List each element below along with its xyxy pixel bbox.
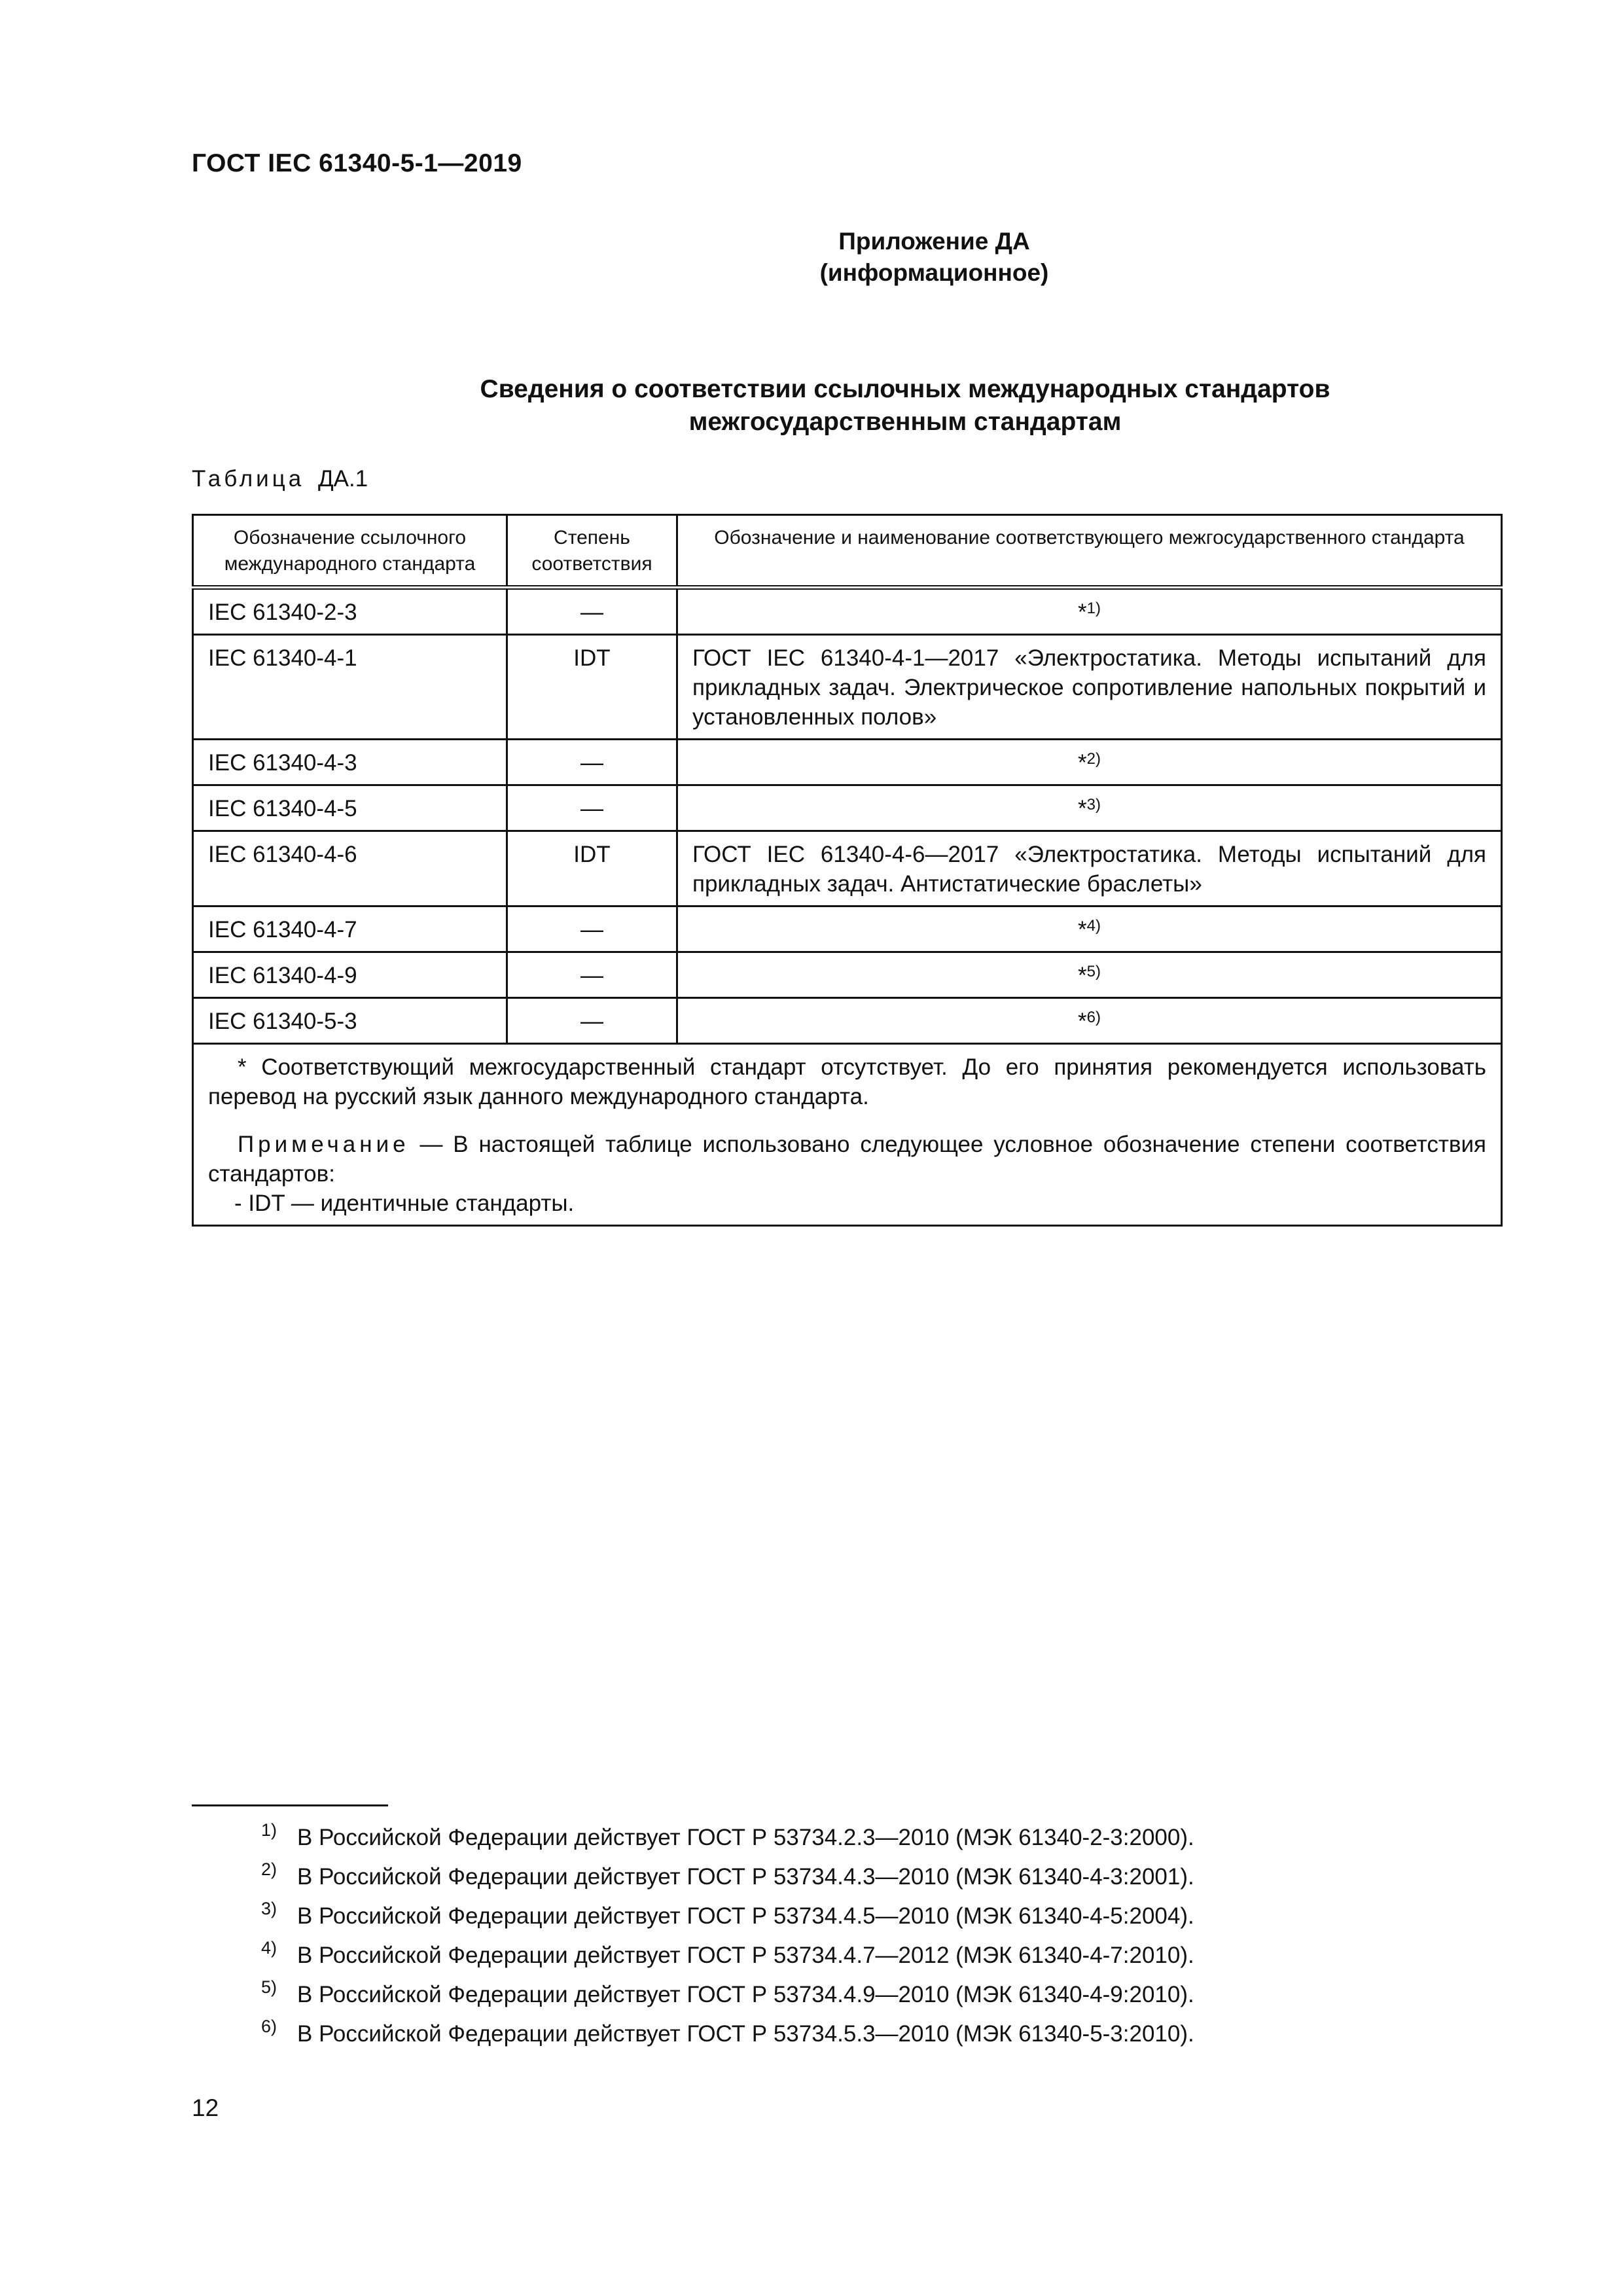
section-title-line-2: межгосударственным стандартам <box>688 408 1122 436</box>
degree-value: — <box>507 906 677 952</box>
annex-status: (информационное) <box>819 259 1049 286</box>
table-caption <box>192 466 368 492</box>
header-reference-standard: Обозначение ссылочного международного стандарта <box>193 515 507 588</box>
footnote <box>192 1818 1501 1857</box>
degree-value: IDT <box>507 635 677 740</box>
missing-standard-mark <box>677 740 1502 785</box>
missing-standard-mark <box>677 952 1502 998</box>
footnote-divider <box>192 1804 388 1806</box>
star-footnote: * Соответствующий межгосударственный стандарт отсутствует. До его принятия рекомендуется использовать перевод на русский язык данного международного стандарта. <box>208 1054 1486 1109</box>
footnote-text: В Российской Федерации действует ГОСТ Р 53734.4.5—2010 (МЭК 61340-4-5:2004). <box>297 1903 1194 1929</box>
annex-title: Приложение ДА <box>838 228 1030 255</box>
star-mark: * <box>1078 750 1087 776</box>
degree-value: IDT <box>507 831 677 906</box>
footnote <box>192 1857 1501 1897</box>
table-row <box>193 906 1502 952</box>
footnote-ref: 1) <box>1086 600 1101 617</box>
section-title-line-1: Сведения о соответствии ссылочных международных стандартов <box>480 375 1330 403</box>
footnote-text: В Российской Федерации действует ГОСТ Р 53734.4.9—2010 (МЭК 61340-4-9:2010). <box>297 1982 1194 2007</box>
table-row <box>193 785 1502 831</box>
header-degree: Степень соответствия <box>507 515 677 588</box>
interstate-standard-name: ГОСТ IEC 61340-4-1—2017 «Электростатика. Методы испытаний для прикладных задач. Электрическое сопротивление напольных покрытий и установленных полов» <box>677 635 1502 740</box>
page-number: 12 <box>192 2094 219 2121</box>
degree-value: — <box>507 740 677 785</box>
note-text: — В настоящей таблице использовано следующее условное обозначение степени соответствия стандартов: <box>208 1132 1486 1187</box>
standard-code: IEC 61340-4-3 <box>193 740 507 785</box>
standard-code: IEC 61340-5-3 <box>193 998 507 1044</box>
table-row <box>193 952 1502 998</box>
footnote-ref: 5) <box>1086 963 1101 980</box>
table-header-row <box>193 515 1502 588</box>
standard-code: IEC 61340-4-1 <box>193 635 507 740</box>
standard-code: IEC 61340-4-7 <box>193 906 507 952</box>
footnotes <box>192 1818 1501 2054</box>
footnote <box>192 1936 1501 1975</box>
header-interstate-standard: Обозначение и наименование соответствующего межгосударственного стандарта <box>677 515 1502 588</box>
correspondence-table <box>192 514 1503 1227</box>
footnote-mark: 5) <box>261 1977 277 1997</box>
footnote-ref: 3) <box>1086 796 1101 814</box>
degree-value: — <box>507 998 677 1044</box>
missing-standard-mark <box>677 906 1502 952</box>
note-label: Примечание <box>238 1132 410 1157</box>
footnote-text: В Российской Федерации действует ГОСТ Р 53734.4.7—2012 (МЭК 61340-4-7:2010). <box>297 1943 1194 1968</box>
footnote-mark: 6) <box>261 2017 277 2036</box>
degree-value: — <box>507 588 677 635</box>
table-row <box>193 635 1502 740</box>
table-note <box>208 1130 1486 1189</box>
footnote-ref: 2) <box>1086 750 1101 768</box>
footnote-ref: 4) <box>1086 917 1101 935</box>
note-item: - IDT — идентичные стандарты. <box>234 1191 575 1216</box>
missing-standard-mark <box>677 998 1502 1044</box>
footnote-mark: 1) <box>261 1820 277 1840</box>
footnote-text: В Российской Федерации действует ГОСТ Р 53734.4.3—2010 (МЭК 61340-4-3:2001). <box>297 1864 1194 1890</box>
star-mark: * <box>1078 600 1087 625</box>
star-mark: * <box>1078 1009 1087 1034</box>
table-row <box>193 588 1502 635</box>
table-row <box>193 998 1502 1044</box>
footnote <box>192 2015 1501 2054</box>
footnote-mark: 2) <box>261 1859 277 1879</box>
standard-code: IEC 61340-2-3 <box>193 588 507 635</box>
degree-value: — <box>507 952 677 998</box>
footnote-ref: 6) <box>1086 1009 1101 1026</box>
table-caption-label: Таблица <box>192 466 305 492</box>
footnote-text: В Российской Федерации действует ГОСТ Р 53734.2.3—2010 (МЭК 61340-2-3:2000). <box>297 1825 1194 1850</box>
annex-heading <box>0 226 1623 289</box>
footnote-text: В Российской Федерации действует ГОСТ Р 53734.5.3—2010 (МЭК 61340-5-3:2010). <box>297 2021 1194 2047</box>
section-title <box>192 373 1501 439</box>
footnote-mark: 3) <box>261 1899 277 1918</box>
document-code: ГОСТ IEC 61340-5-1—2019 <box>192 149 522 177</box>
table-footer-row <box>193 1044 1502 1226</box>
table-row <box>193 740 1502 785</box>
star-mark: * <box>1078 917 1087 942</box>
standard-code: IEC 61340-4-9 <box>193 952 507 998</box>
table-footer <box>193 1044 1502 1226</box>
standard-code: IEC 61340-4-5 <box>193 785 507 831</box>
footnote <box>192 1975 1501 2015</box>
missing-standard-mark <box>677 588 1502 635</box>
interstate-standard-name: ГОСТ IEC 61340-4-6—2017 «Электростатика. Методы испытаний для прикладных задач. Антистатические браслеты» <box>677 831 1502 906</box>
missing-standard-mark <box>677 785 1502 831</box>
star-mark: * <box>1078 963 1087 988</box>
table-caption-number: ДА.1 <box>317 466 368 492</box>
table-row <box>193 831 1502 906</box>
degree-value: — <box>507 785 677 831</box>
star-mark: * <box>1078 796 1087 821</box>
standard-code: IEC 61340-4-6 <box>193 831 507 906</box>
footnote <box>192 1897 1501 1936</box>
footnote-mark: 4) <box>261 1938 277 1958</box>
